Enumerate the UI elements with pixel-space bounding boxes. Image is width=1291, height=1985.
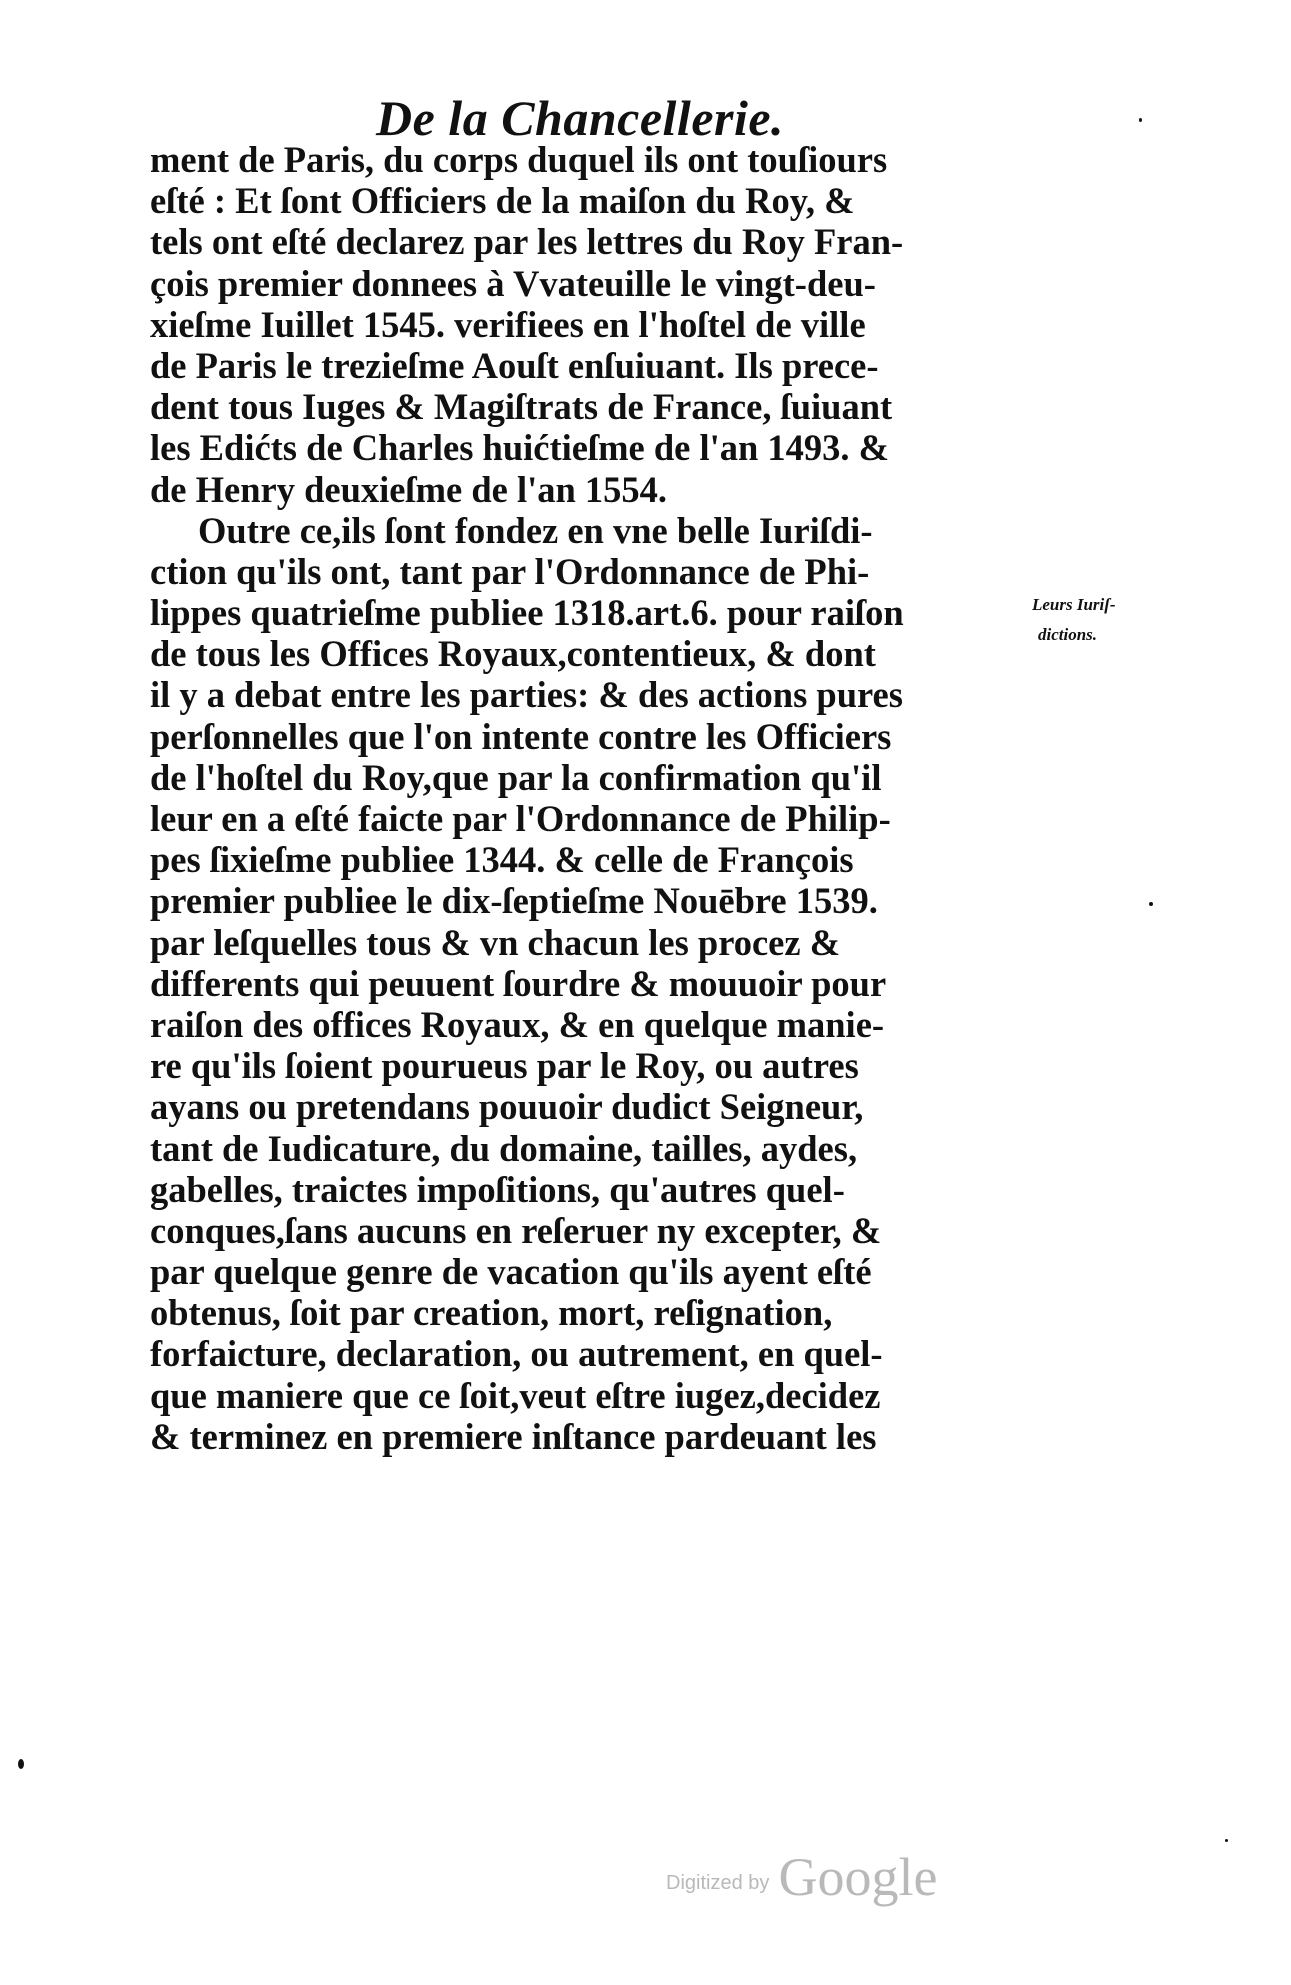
ink-speck: [1139, 118, 1142, 122]
text-line: il y a debat entre les parties: & des actions pures: [150, 674, 903, 716]
ink-speck: [1225, 1839, 1228, 1842]
text-line: ment de Paris, du corps duquel ils ont touſiours: [150, 139, 888, 180]
text-line: tels ont eſté declarez par les lettres du Roy Fran-: [150, 221, 904, 263]
text-line: que maniere que ce ſoit,veut eſtre iugez,decidez: [150, 1374, 881, 1416]
text-line: & terminez en premiere inſtance pardeuant les: [150, 1415, 877, 1457]
text-line: par quelque genre de vacation qu'ils ayent eſté: [150, 1251, 872, 1293]
text-line: de Paris le trezieſme Aouſt enſuiuant. Ils prece-: [150, 344, 879, 386]
text-line: dent tous Iuges & Magiſtrats de France, ſuiuant: [150, 386, 893, 428]
text-line: premier publiee le dix-ſeptieſme Nouēbre 1539.: [150, 880, 878, 922]
text-line: de l'hoſtel du Roy,que par la confirmation qu'il: [150, 756, 882, 798]
google-logo: Google: [778, 1847, 938, 1907]
text-line: obtenus, ſoit par creation, mort, reſignation,: [150, 1292, 833, 1334]
margin-note: [1032, 590, 1192, 650]
running-head: De la Chancellerie.: [376, 90, 785, 146]
text-line: perſonnelles que l'on intente contre les Officiers: [150, 715, 892, 757]
text-line: leur en a eſté faicte par l'Ordonnance de Philip-: [150, 798, 891, 839]
text-line: forfaicture, declaration, ou autrement, en quel-: [150, 1333, 883, 1375]
text-line: gabelles, traictes impoſitions, qu'autres quel-: [150, 1168, 845, 1210]
watermark-prefix: Digitized by: [666, 1872, 770, 1894]
text-line: eſté : Et ſont Officiers de la maiſon du Roy, &: [150, 180, 855, 222]
text-line: conques,ſans aucuns en reſeruer ny excepter, &: [150, 1209, 882, 1251]
text-line: differents qui peuuent ſourdre & mouuoir pour: [150, 962, 887, 1004]
margin-note-line: Leurs Iuriſ-: [1032, 595, 1116, 614]
text-line: ction qu'ils ont, tant par l'Ordonnance de Phi-: [150, 550, 870, 592]
digitized-by-watermark: [666, 1846, 937, 1908]
text-line: çois premier donnees à Vvateuille le vingt-deu-: [150, 262, 876, 304]
text-line: tant de Iudicature, du domaine, tailles, aydes,: [150, 1127, 858, 1169]
ink-speck: [1149, 902, 1153, 906]
text-line: lippes quatrieſme publiee 1318.art.6. pour raiſon: [150, 592, 904, 634]
body-text: [150, 139, 1030, 1457]
margin-note-line: dictions.: [1038, 625, 1098, 644]
text-line: re qu'ils ſoient pourueus par le Roy, ou autres: [150, 1045, 859, 1087]
text-line: de Henry deuxieſme de l'an 1554.: [150, 468, 668, 510]
text-line: xieſme Iuillet 1545. verifiees en l'hoſtel de ville: [150, 303, 866, 345]
text-line: de tous les Offices Royaux,contentieux, & dont: [150, 633, 876, 675]
ink-speck: [18, 1759, 24, 1769]
text-line: ayans ou pretendans pouuoir dudict Seigneur,: [150, 1086, 864, 1128]
paragraph-start-line: Outre ce,ils ſont fondez en vne belle Iuriſdi-: [198, 509, 873, 551]
text-line: pes ſixieſme publiee 1344. & celle de François: [150, 839, 854, 881]
text-line: raiſon des offices Royaux, & en quelque manie-: [150, 1003, 885, 1045]
text-line: par leſquelles tous & vn chacun les procez &: [150, 921, 841, 963]
text-line: les Edićts de Charles huićtieſme de l'an 1493. &: [150, 427, 890, 469]
